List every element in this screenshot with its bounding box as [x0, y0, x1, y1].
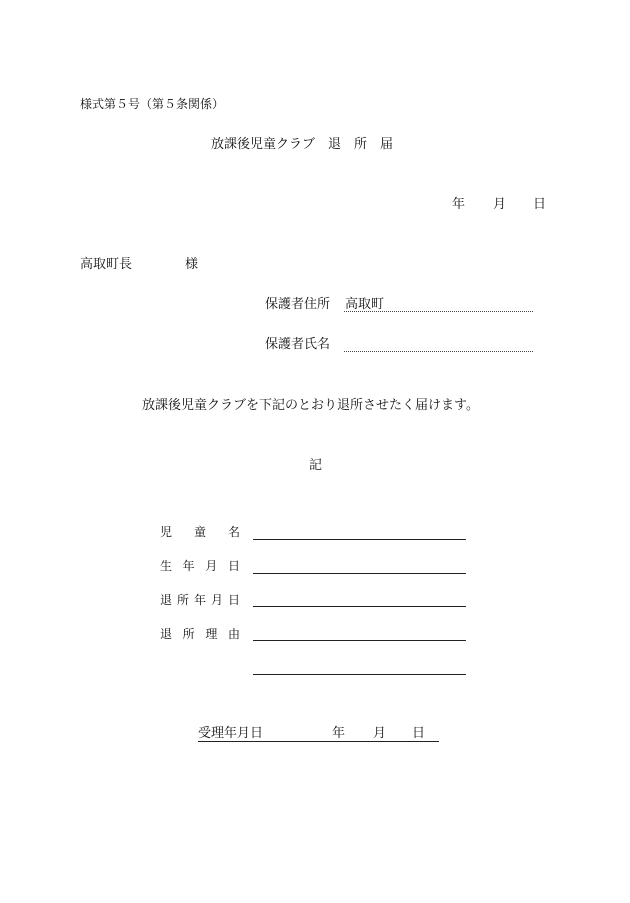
leave-reason-line — [253, 640, 466, 641]
leave-reason-label — [160, 628, 240, 640]
guardian-address-value: 高取町 — [345, 297, 385, 312]
guardian-address-label: 保護者住所 — [265, 297, 331, 312]
guardian-name-label: 保護者氏名 — [265, 337, 331, 352]
char: 退 — [160, 627, 173, 641]
char: 由 — [227, 627, 240, 641]
leave-date-line — [253, 606, 466, 607]
char: 日 — [227, 593, 240, 607]
char: 名 — [227, 525, 240, 539]
char: 児 — [160, 525, 173, 539]
char: 月 — [205, 559, 218, 573]
birth-date-label — [160, 560, 240, 572]
char: 年 — [182, 559, 195, 573]
date-day-label: 日 — [533, 197, 547, 212]
char: 年 — [193, 593, 206, 607]
addressee-name: 高取町長 — [80, 257, 133, 272]
char: 退 — [160, 593, 173, 607]
form-number: 様式第５号（第５条関係） — [80, 97, 225, 111]
char: 月 — [210, 593, 223, 607]
receipt-year-label: 年 — [332, 726, 346, 741]
birth-date-line — [253, 573, 466, 574]
addressee-honorific: 様 — [185, 257, 199, 272]
char: 所 — [176, 593, 189, 607]
child-name-line — [253, 539, 466, 540]
guardian-name-line — [344, 351, 533, 352]
ki-heading: 記 — [309, 458, 323, 473]
leave-date-label — [160, 594, 240, 606]
child-name-label — [160, 526, 240, 538]
leave-reason-line — [253, 674, 466, 675]
receipt-date-row — [198, 727, 439, 742]
char: 理 — [205, 627, 218, 641]
guardian-address-line — [344, 311, 533, 312]
statement-text: 放課後児童クラブを下記のとおり退所させたく届けます。 — [142, 398, 479, 413]
char: 所 — [182, 627, 195, 641]
char: 日 — [227, 559, 240, 573]
receipt-day-label: 日 — [412, 726, 426, 741]
date-month-label: 月 — [493, 197, 507, 212]
receipt-month-label: 月 — [373, 726, 387, 741]
char: 童 — [193, 525, 206, 539]
form-title: 放課後児童クラブ 退 所 届 — [211, 137, 394, 152]
receipt-label: 受理年月日 — [198, 726, 264, 741]
date-year-label: 年 — [452, 197, 466, 212]
char: 生 — [160, 559, 173, 573]
